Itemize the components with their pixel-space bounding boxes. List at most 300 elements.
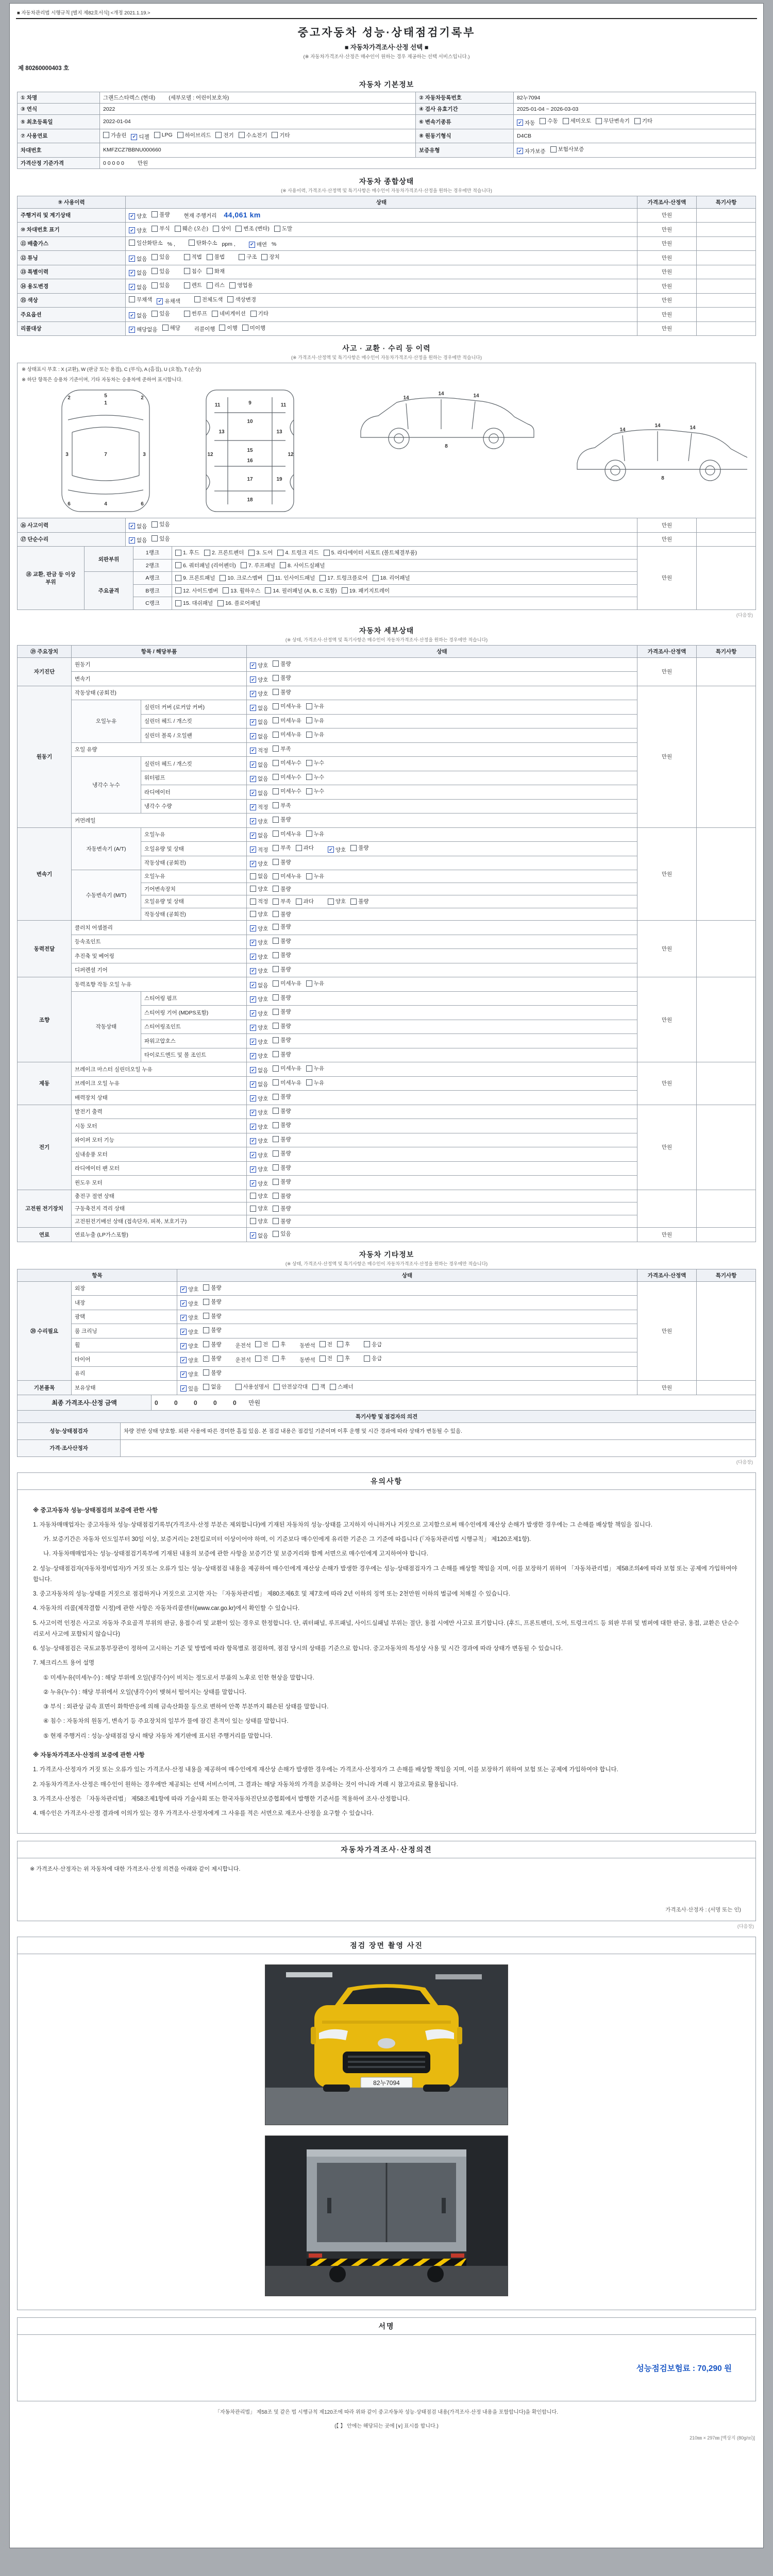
checkbox-icon (236, 226, 242, 232)
note-cell (697, 1062, 756, 1105)
state-cell (247, 949, 637, 963)
notice-line: ② 누유(누수) : 해당 부위에서 오일(냉각수)이 맺혀서 떨어지는 상태를 말합니다. (43, 1689, 247, 1696)
checkbox-label: 응급 (372, 1355, 382, 1362)
checkbox-label: 누유 (313, 980, 325, 987)
checkbox-unchecked (373, 574, 410, 582)
checkbox-icon (189, 240, 195, 246)
note-cell (697, 251, 756, 265)
item-label: 클러치 어셈블리 (72, 921, 247, 935)
price-cell: 만원 (637, 518, 697, 533)
checkbox-label: 누수 (313, 760, 325, 766)
state-cell (247, 977, 637, 992)
opinion-header: 특기사항 및 점검자의 의견 (18, 1410, 756, 1422)
checkbox-label: 6. 쿼터패널 (리어펜더) (183, 562, 236, 569)
checkbox-label: 양호 (258, 925, 268, 932)
checkbox-unchecked (273, 787, 301, 795)
item-label: 타이로드엔드 및 볼 조인트 (141, 1048, 247, 1062)
checkbox-unchecked (273, 688, 291, 696)
state-cell (177, 1296, 637, 1310)
row-label: ⑭ 용도변경 (18, 279, 126, 294)
checkbox-label: 14. 필러패널 (A, B, C 포함) (273, 587, 337, 594)
item-label: 오일유량 및 상태 (141, 842, 247, 856)
checkbox-label: 양호 (188, 1343, 199, 1349)
checkbox-icon: ✔ (157, 298, 163, 304)
checkbox-icon (273, 1065, 279, 1072)
checkbox-unchecked (203, 1326, 221, 1334)
checkbox-label: 양호 (258, 818, 268, 825)
checkbox-label: 적정 (258, 804, 268, 810)
svg-text:10: 10 (247, 419, 253, 425)
checkbox-icon (236, 1384, 242, 1390)
state-cell (247, 686, 637, 700)
checkbox-icon: ✔ (250, 846, 256, 853)
checkbox-icon (250, 1193, 256, 1199)
checkbox-label: 양호 (258, 1110, 268, 1116)
checkbox-icon (596, 118, 602, 124)
checkbox-icon (273, 1193, 279, 1199)
paper-spec: 210㎜ × 297㎜ [백상지 (80g/㎡)] (690, 2435, 755, 2441)
price-cell: 만원 (637, 532, 697, 547)
notice-line: ※ 중고자동차 성능·상태점검의 보증에 관한 사항 (33, 1507, 158, 1514)
notice-line: 3. 가격조사·산정은 「자동차관리법」 제58조제1항에 따라 기술사회 또는 한국자동차진단보증협회에서 발행한 기준서를 적용하여 조사·산정합니다. (33, 1795, 410, 1802)
overall-condition-row (18, 279, 756, 294)
item-label: 오일 유량 (72, 742, 247, 757)
checkbox-label: 후 (280, 1341, 286, 1348)
checkbox-label: 양호 (258, 1152, 268, 1159)
checkbox-checked (180, 1314, 198, 1321)
overall-condition-row (18, 321, 756, 336)
column-header: 항목 (18, 1269, 177, 1281)
note-cell (697, 657, 756, 686)
checkbox-icon: ✔ (250, 1010, 256, 1016)
state-text: 동반석 (299, 1357, 315, 1363)
item-label: 냉각수 수량 (141, 799, 247, 814)
svg-text:15: 15 (247, 448, 253, 453)
checkbox-icon (330, 1384, 336, 1390)
checkbox-checked (249, 241, 267, 248)
column-header: 가격조사·산정액 (637, 1269, 697, 1281)
notice-line: 나. 자동차매매업자는 성능·상태점검기록부에 기재된 내용의 보증에 관한 사항을 보증기간 및 보증거리와 함께 서면으로 매수인에게 고지하여야 합니다. (43, 1551, 428, 1557)
checkbox-label: 1. 후드 (183, 550, 199, 556)
row-label: ⑰ 단순수리 (18, 532, 126, 547)
item-label: 실린더 헤드 / 개스킷 (141, 757, 247, 771)
final-price-row (18, 1395, 756, 1410)
checkbox-checked (250, 789, 268, 797)
checkbox-unchecked (248, 549, 273, 556)
signature-section (17, 2317, 756, 2401)
state-cell (247, 1147, 637, 1162)
note-cell (697, 293, 756, 308)
checkbox-unchecked (103, 131, 126, 139)
checkbox-label: 영업용 (237, 282, 253, 289)
checkbox-checked (328, 846, 346, 854)
state-cell (247, 1228, 637, 1242)
item-label: 오일유량 및 상태 (141, 895, 247, 908)
checkbox-icon (184, 254, 190, 260)
checkbox-label: 있음 (159, 282, 170, 289)
checkbox-unchecked (204, 549, 244, 556)
checkbox-icon: ✔ (129, 227, 135, 233)
checkbox-label: 불량 (280, 994, 291, 1001)
checkbox-icon (175, 550, 181, 556)
checkbox-icon (175, 587, 181, 594)
state-cell (247, 1020, 637, 1034)
checkbox-icon (239, 132, 245, 138)
checkbox-label: 불량 (358, 845, 369, 851)
checkbox-unchecked (274, 225, 292, 232)
subtitle: ■ 자동차가격조사·산정 선택 ■ (344, 44, 429, 51)
svg-text:14: 14 (438, 391, 444, 397)
checkbox-label: 사용설명서 (243, 1384, 270, 1390)
checkbox-icon (175, 600, 181, 606)
checkbox-label: 누유 (313, 703, 325, 709)
svg-text:14: 14 (473, 393, 479, 399)
checkbox-unchecked (273, 717, 301, 724)
checkbox-unchecked (550, 145, 584, 153)
checkbox-icon (207, 268, 213, 274)
device-group-label: 제동 (18, 1062, 72, 1105)
checkbox-label: 부식 (159, 226, 170, 232)
checkbox-label: 없음 (211, 1384, 222, 1390)
checkbox-label: 불량 (280, 817, 291, 823)
checkbox-icon: ✔ (250, 833, 256, 839)
field-value (514, 115, 756, 129)
final-price-unit: 만원 (248, 1399, 261, 1406)
checkbox-unchecked (324, 549, 417, 556)
panel-items (172, 572, 637, 585)
state-text: 82누7094 (517, 95, 541, 101)
field-label: ① 차명 (18, 92, 100, 104)
state-cell (177, 1310, 637, 1324)
checkbox-unchecked (563, 117, 592, 125)
svg-text:7: 7 (104, 452, 107, 457)
state-cell (247, 1076, 637, 1091)
checkbox-label: 불량 (211, 1355, 222, 1362)
checkbox-label: 9. 프론트패널 (183, 575, 215, 581)
checkbox-icon (273, 817, 279, 823)
overall-condition-row (18, 223, 756, 237)
checkbox-checked (129, 212, 147, 220)
mileage-value: 44,061 km (224, 211, 261, 219)
svg-text:3: 3 (65, 452, 69, 457)
checkbox-icon (273, 703, 279, 709)
checkbox-icon (364, 1341, 370, 1347)
checkbox-label: 양호 (188, 1315, 199, 1321)
checkbox-icon: ✔ (250, 1053, 256, 1059)
checkbox-icon: ✔ (517, 148, 523, 154)
checkbox-unchecked (203, 1369, 221, 1377)
checkbox-label: 양호 (258, 996, 268, 1003)
item-label: 외장 (72, 1281, 177, 1296)
checkbox-unchecked (273, 1036, 291, 1044)
checkbox-unchecked (261, 253, 279, 261)
checkbox-unchecked (152, 520, 170, 528)
checkbox-label: 양호 (188, 1357, 199, 1364)
checkbox-icon (306, 873, 312, 879)
section-note-overall: (※ 사용이력, 가격조사·산정액 및 특기사항은 매수인이 자동차가격조사·산정을 원하는 경우에만 적습니다) (281, 188, 492, 193)
checkbox-label: 누유 (313, 1079, 325, 1086)
checkbox-icon (306, 980, 312, 987)
checkbox-label: 있음 (159, 311, 170, 317)
checkbox-icon: ✔ (180, 1300, 187, 1307)
row-label: ⑫ 튜닝 (18, 251, 126, 265)
checkbox-unchecked (273, 885, 291, 893)
checkbox-label: 부족 (280, 802, 291, 809)
row-label: ⑮ 색상 (18, 293, 126, 308)
checkbox-icon (337, 1355, 343, 1362)
note-cell (697, 977, 756, 1062)
checkbox-icon (273, 1164, 279, 1171)
opinion-role: 성능·상태점검자 (18, 1422, 121, 1439)
panel-rank: 1랭크 (133, 547, 172, 560)
svg-text:14: 14 (690, 425, 696, 431)
item-label: 동력조향 작동 오일 누유 (72, 977, 247, 992)
checkbox-unchecked (239, 131, 267, 139)
notice-line: 2. 성능·상태점검자(자동차정비업자)가 거짓 또는 오류가 있는 성능·상태점검 내용을 제공하여 매수인에게 재산상 손해가 발생한 경우에는 성능·상태점검자가 그 손해를 배상할 책임을 지며, 이를 보장하기 위하여 「자동차관리법」 제58조의4에 따라 보험 또는 공제에 가입하여야 합니다. (33, 1565, 737, 1583)
item-label: 실린더 커버 (로커암 커버) (141, 700, 247, 715)
car-diagram-side-view-right (577, 430, 747, 481)
checkbox-label: 기타 (279, 132, 290, 139)
state-cell (247, 714, 637, 728)
checkbox-label: 양호 (258, 1025, 268, 1031)
state-cell (126, 279, 637, 294)
checkbox-icon (273, 745, 279, 752)
checkbox-icon (273, 1150, 279, 1157)
checkbox-icon (152, 254, 158, 260)
price-cell: 만원 (637, 1228, 697, 1242)
detail-condition-row (18, 1105, 756, 1119)
checkbox-icon (273, 1231, 279, 1237)
item-label: 브레이크 오일 누유 (72, 1076, 247, 1091)
state-cell (126, 251, 637, 265)
checkbox-label: 썬루프 (191, 311, 208, 317)
panel-rank: B랭크 (133, 584, 172, 597)
checkbox-checked (250, 1010, 268, 1018)
notice-line: ④ 침수 : 자동차의 원동기, 변속기 등 주요장치의 일부가 물에 잠긴 흔적이 있는 상태를 말합니다. (43, 1718, 289, 1725)
checkbox-label: 누유 (313, 831, 325, 837)
checkbox-unchecked (175, 587, 218, 595)
checkbox-unchecked (152, 535, 170, 543)
checkbox-label: 불량 (280, 859, 291, 866)
panel-items (172, 559, 637, 572)
checkbox-icon: ✔ (250, 663, 256, 669)
note-cell (697, 1190, 756, 1228)
checkbox-icon (306, 831, 312, 837)
checkbox-checked (250, 939, 268, 946)
state-text: 운전석 (235, 1357, 251, 1363)
checkbox-label: 보험사보증 (558, 146, 584, 152)
accident-history-section (17, 342, 756, 618)
notice-line: ⑤ 현재 주행거리 : 성능·상태점검 당시 해당 자동차 계기판에 표시된 주행거리를 말합니다. (43, 1733, 273, 1739)
checkbox-icon (207, 254, 213, 260)
item-label: 광택 (72, 1310, 177, 1324)
checkbox-label: 11. 인사이드패널 (275, 575, 315, 581)
checkbox-unchecked (207, 281, 225, 289)
field-value (100, 104, 416, 115)
checkbox-icon (273, 873, 279, 879)
item-label: 라디에이터 팬 모터 (72, 1161, 247, 1176)
item-label: 실린더 블록 / 오일팬 (141, 728, 247, 743)
checkbox-label: 양호 (335, 846, 346, 853)
checkbox-unchecked (306, 717, 324, 724)
checkbox-unchecked (184, 253, 202, 261)
item-label: 배력장치 상태 (72, 1091, 247, 1105)
column-header: 항목 / 해당부품 (72, 645, 247, 657)
state-cell (247, 1091, 637, 1105)
checkbox-label: 기타 (258, 311, 269, 317)
checkbox-icon (296, 845, 302, 851)
detail-condition-row (18, 657, 756, 672)
valuation-signature-line: 가격조사·산정자 : (서명 또는 인) (665, 1907, 741, 1913)
state-cell (247, 1048, 637, 1062)
checkbox-unchecked (129, 296, 152, 303)
field-value (100, 157, 756, 168)
checkbox-icon (563, 118, 569, 124)
checkbox-icon: ✔ (250, 1095, 256, 1101)
checkbox-label: 미세누유 (280, 980, 301, 987)
checkbox-icon (306, 717, 312, 723)
field-value (514, 104, 756, 115)
checkbox-label: 전 (263, 1341, 268, 1348)
checkbox-label: 양호 (258, 1039, 268, 1045)
checkbox-label: 있음 (159, 268, 170, 275)
checkbox-label: 부족 (280, 745, 291, 752)
checkbox-checked (129, 269, 147, 277)
checkbox-unchecked (152, 267, 170, 275)
checkbox-checked (250, 967, 268, 975)
state-cell (126, 236, 637, 251)
checkbox-unchecked (274, 1383, 308, 1391)
checkbox-unchecked (596, 117, 630, 125)
device-group-label: 조향 (18, 977, 72, 1062)
checkbox-icon (152, 535, 158, 541)
checkbox-label: 불량 (211, 1313, 222, 1319)
item-label: 원동기 (72, 657, 247, 672)
state-text: 리콜이행 (194, 326, 215, 332)
checkbox-label: 3. 도어 (256, 550, 273, 556)
checkbox-icon (250, 1206, 256, 1212)
next-page-mark: (다음장) (736, 1459, 753, 1465)
state-text: 그랜드스타렉스 (현대) (103, 95, 156, 101)
checkbox-label: 양호 (188, 1371, 199, 1378)
checkbox-checked (250, 775, 268, 783)
checkbox-icon (250, 873, 256, 879)
checkbox-label: 18. 리어패널 (380, 575, 410, 581)
checkbox-label: 없음 (137, 523, 147, 530)
checkbox-icon: ✔ (129, 284, 135, 290)
checkbox-label: 미세누유 (280, 717, 301, 724)
checkbox-checked (250, 1095, 268, 1103)
checkbox-label: 누수 (313, 788, 325, 794)
checkbox-checked (131, 133, 149, 141)
device-subgroup-label: 냉각수 누수 (72, 757, 141, 814)
checkbox-label: 있음 (159, 254, 170, 260)
checkbox-icon: ✔ (250, 1081, 256, 1088)
notice-line: ※ 자동차가격조사·산정의 보증에 관한 사항 (33, 1752, 145, 1759)
checkbox-icon (273, 1051, 279, 1057)
checkbox-icon (250, 911, 256, 917)
checkbox-icon (272, 132, 278, 138)
checkbox-icon: ✔ (517, 120, 523, 126)
checkbox-icon: ✔ (250, 1039, 256, 1045)
checkbox-label: 양호 (258, 1138, 268, 1144)
checkbox-unchecked (154, 132, 173, 138)
checkbox-label: 상이 (221, 226, 231, 232)
checkbox-checked (129, 283, 147, 291)
checkbox-icon (241, 562, 247, 568)
item-label: 기어변속장치 (141, 883, 247, 895)
state-cell (247, 771, 637, 785)
checkbox-label: 불량 (211, 1369, 222, 1376)
row-label: ⑬ 특별이력 (18, 265, 126, 279)
state-cell (247, 757, 637, 771)
checkbox-icon (273, 1009, 279, 1015)
item-label: 타이어 (72, 1352, 177, 1367)
checkbox-label: 12. 사이드멤버 (183, 587, 219, 594)
checkbox-unchecked (212, 310, 246, 317)
etc-info-table (17, 1269, 756, 1395)
title-block (16, 19, 757, 60)
checkbox-icon (129, 296, 135, 302)
opinion-row (18, 1422, 756, 1439)
checkbox-label: 없음 (258, 761, 268, 768)
svg-text:16: 16 (247, 458, 253, 464)
checkbox-unchecked (273, 923, 291, 930)
checkbox-checked (250, 1137, 268, 1145)
item-label: 작동상태 (공회전) (141, 908, 247, 921)
checkbox-label: 양호 (258, 1124, 268, 1130)
state-cell (247, 1215, 637, 1228)
checkbox-unchecked (203, 1341, 221, 1348)
checkbox-icon (273, 1079, 279, 1086)
checkbox-icon (177, 132, 183, 138)
checkbox-icon: ✔ (250, 925, 256, 931)
final-price-circles: 0 0 0 0 0 (155, 1399, 244, 1406)
checkbox-label: 없음 (258, 873, 268, 879)
checkbox-icon (306, 788, 312, 794)
field-value (100, 143, 416, 158)
checkbox-unchecked (272, 131, 290, 139)
checkbox-unchecked (217, 599, 260, 607)
checkbox-icon (250, 311, 257, 317)
checkbox-unchecked (273, 951, 291, 959)
state-text: ppm , (222, 241, 236, 247)
state-cell (247, 1006, 637, 1020)
checkbox-unchecked (296, 897, 314, 905)
notice-section (17, 1472, 756, 1834)
checkbox-label: 미세누유 (280, 831, 301, 837)
checkbox-label: 후 (280, 1355, 286, 1362)
checkbox-label: 미세누유 (280, 873, 301, 879)
checkbox-unchecked (250, 872, 268, 880)
checkbox-label: 누유 (313, 717, 325, 724)
checkbox-icon (273, 938, 279, 944)
checkbox-unchecked (250, 910, 268, 918)
notice-line: 1. 자동차매매업자는 중고자동차 성능·상태점검기록부(가격조사·산정 부분은 제외합니다)에 기재된 자동차의 성능·상태를 고지하지 아니하거나 거짓으로 고지함으로써 매수인에게 재산상 손해가 발생한 경우에는 그 손해를 배상할 책임을 집니다. (33, 1521, 653, 1528)
price-cell: 만원 (637, 308, 697, 322)
state-cell (126, 223, 637, 237)
checkbox-label: 불량 (280, 1179, 291, 1185)
checkbox-label: 불량 (280, 1193, 291, 1199)
price-cell: 만원 (637, 1105, 697, 1190)
overall-condition-section (17, 175, 756, 336)
checkbox-icon (320, 1355, 326, 1362)
checkbox-unchecked (320, 1341, 332, 1348)
checkbox-icon (194, 296, 200, 302)
checkbox-label: 불량 (280, 689, 291, 696)
item-label: 고전원전기배선 상태 (접속단자, 피복, 보호기구) (72, 1215, 247, 1228)
checkbox-icon (273, 980, 279, 987)
